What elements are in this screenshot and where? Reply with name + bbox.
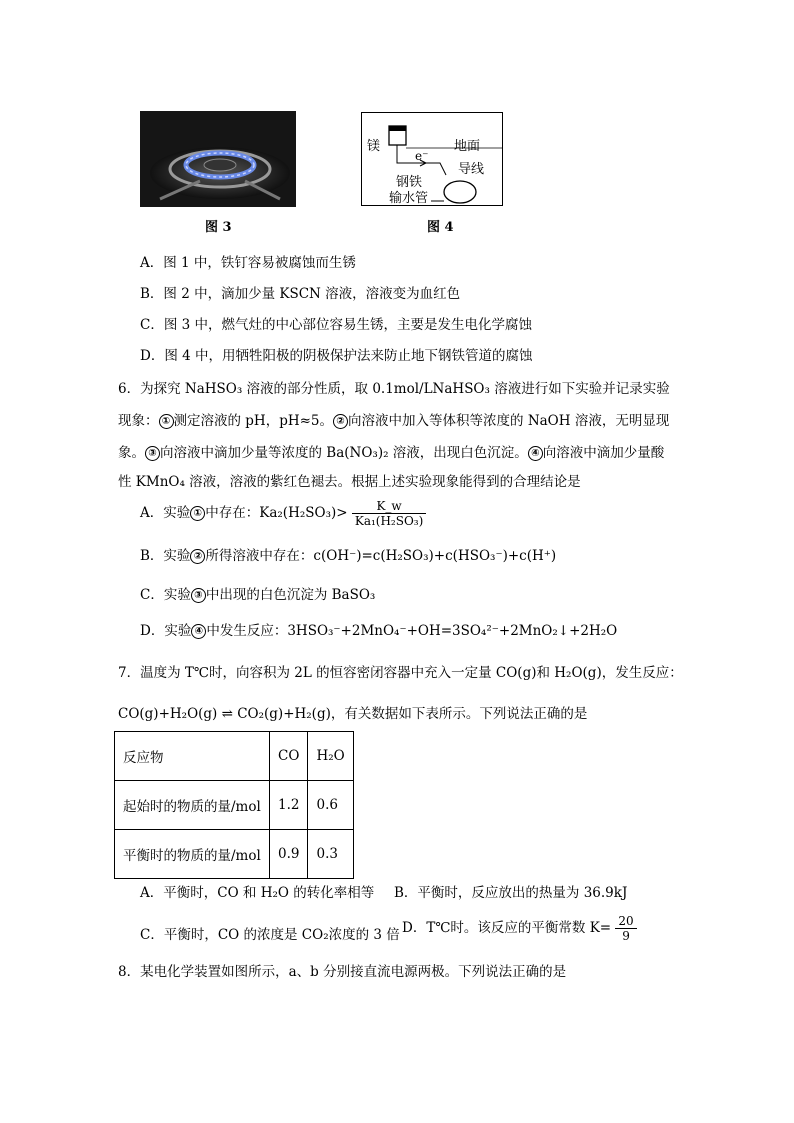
q5-option-b: B．图 2 中，滴加少量 KSCN 溶液，溶液变为血红色 xyxy=(140,286,461,302)
q6-stem-line4: 性 KMnO₄ 溶液，溶液的紫红色褪去。根据上述实验现象能得到的合理结论是 xyxy=(118,474,581,490)
table-cell: CO xyxy=(270,732,308,781)
q6-stem-line3: 象。 ③ 向溶液中滴加少量等浓度的 Ba(NO₃)₂ 溶液，出现白色沉淀。 ④ 向溶液中滴加少量酸 xyxy=(118,445,665,461)
circled-3: ③ xyxy=(145,446,160,461)
q7-option-b: B．平衡时，反应放出的热量为 36.9kJ xyxy=(394,885,628,901)
table-cell: H₂O xyxy=(308,732,353,781)
table-cell: 反应物 xyxy=(115,732,270,781)
q7-stem-line1: 7．温度为 T℃时，向容积为 2L 的恒容密闭容器中充入一定量 CO(g)和 H₂O(g)，发生反应： xyxy=(118,665,683,681)
q5-option-a: A．图 1 中，铁钉容易被腐蚀而生锈 xyxy=(140,255,356,271)
magnesium-label: 镁 xyxy=(367,139,381,154)
q6-option-a: A．实验 ① 中存在：Ka₂(H₂SO₃)> $\frac{K\_w}{\text{Ka₁(H₂SO₃)}}$ xyxy=(140,499,426,528)
q7-option-d: D．T℃时。该反应的平衡常数 K= $\frac{20}{9}$ xyxy=(402,914,637,943)
electron-label: e⁻ xyxy=(415,149,429,163)
table-cell: 平衡时的物质的量/mol xyxy=(115,830,270,879)
table-cell: 1.2 xyxy=(270,781,308,830)
sacrificial-anode-diagram xyxy=(361,112,503,206)
figure-4-caption: 图 4 xyxy=(427,220,454,235)
table-row xyxy=(115,830,354,879)
q7-option-c: C．平衡时，CO 的浓度是 CO₂浓度的 3 倍 xyxy=(140,927,400,943)
wire-label: 导线 xyxy=(458,162,485,177)
q8-stem: 8．某电化学装置如图所示，a、b 分别接直流电源两极。下列说法正确的是 xyxy=(118,964,567,980)
q5-option-c: C．图 3 中，燃气灶的中心部位容易生锈，主要是发生电化学腐蚀 xyxy=(140,317,533,333)
q6-option-b: B．实验 ② 所得溶液中存在：c(OH⁻)=c(H₂SO₃)+c(HSO₃⁻)+c(H⁺) xyxy=(140,548,557,564)
q6-stem-line1: 6．为探究 NaHSO₃ 溶液的部分性质，取 0.1mol/LNaHSO₃ 溶液进行如下实验并记录实验 xyxy=(118,381,670,397)
q7-data-table xyxy=(114,731,354,879)
steel-label: 钢铁 xyxy=(396,175,423,190)
q5-option-d: D．图 4 中，用牺牲阳极的阴极保护法来防止地下钢铁管道的腐蚀 xyxy=(140,348,533,364)
table-cell: 0.6 xyxy=(308,781,353,830)
table-row xyxy=(115,732,354,781)
q6-stem-line2: 现象： ① 测定溶液的 pH，pH≈5。 ② 向溶液中加入等体积等浓度的 NaOH 溶液，无明显现 xyxy=(118,413,670,429)
pipe-label: 输水管 xyxy=(389,191,429,206)
q7-d-fraction: $\frac{20}{9}$ xyxy=(615,914,636,943)
figure-3-caption: 图 3 xyxy=(205,220,232,235)
table-cell: 起始时的物质的量/mol xyxy=(115,781,270,830)
q6-option-d: D．实验 ④ 中发生反应：3HSO₃⁻+2MnO₄⁻+OH=3SO₄²⁻+2MnO₂↓+2H₂O xyxy=(140,623,618,639)
ground-label: 地面 xyxy=(454,139,481,154)
table-row xyxy=(115,781,354,830)
circled-1: ① xyxy=(159,414,174,429)
table-cell: 0.3 xyxy=(308,830,353,879)
q6-a-fraction: $\frac{K\_w}{\text{Ka₁(H₂SO₃)}}$ xyxy=(352,499,426,528)
gas-stove-photo xyxy=(140,111,296,207)
table-cell: 0.9 xyxy=(270,830,308,879)
circled-4: ④ xyxy=(528,446,543,461)
q7-reaction: CO(g)+H₂O(g) ⇌ CO₂(g)+H₂(g)，有关数据如下表所示。下列说法正确的是 xyxy=(118,706,588,722)
q7-option-a: A．平衡时，CO 和 H₂O 的转化率相等 xyxy=(140,885,375,901)
q6-option-c: C．实验 ③ 中出现的白色沉淀为 BaSO₃ xyxy=(140,587,376,603)
circled-2: ② xyxy=(333,414,348,429)
